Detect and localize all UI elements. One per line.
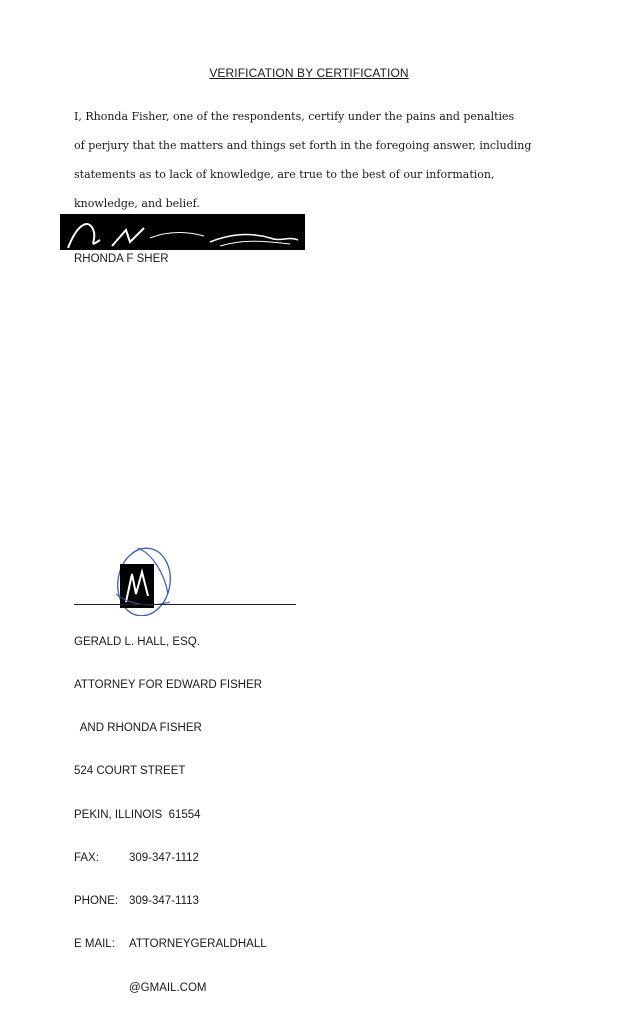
attorney-role-line-2: AND RHONDA FISHER: [74, 722, 202, 735]
email-row-2: [74, 981, 267, 995]
attorney-name: GERALD L. HALL, ESQ.: [74, 635, 200, 648]
fax-number: 309-347-1112: [129, 851, 199, 864]
phone-row: [74, 894, 267, 908]
email-line-2: @GMAIL.COM: [129, 981, 207, 994]
email-label: E MAIL:: [74, 938, 115, 951]
attorney-city: PEKIN, ILLINOIS 61554: [74, 808, 201, 821]
respondent-signature: [60, 212, 305, 252]
attorney-role-line-1: ATTORNEY FOR EDWARD FISHER: [74, 679, 263, 692]
phone-number: 309-347-1113: [129, 895, 199, 908]
signature-line: [74, 604, 296, 605]
phone-label: PHONE:: [74, 895, 119, 908]
respondent-name: RHONDA F SHER: [74, 253, 169, 265]
email-line-1: ATTORNEYGERALDHALL: [129, 938, 267, 951]
document-title: VERIFICATION BY CERTIFICATION: [209, 66, 409, 80]
email-row: [74, 937, 267, 951]
paragraph-line-4: knowledge, and belief.: [74, 197, 200, 210]
fax-label: FAX:: [74, 851, 99, 864]
paragraph-line-2: of perjury that the matters and things set forth in the foregoing answer, including: [74, 139, 532, 152]
paragraph-line-1: I, Rhonda Fisher, one of the respondents, certify under the pains and penalties: [74, 110, 515, 123]
attorney-contact-block: [74, 606, 267, 1024]
paragraph-line-3: statements as to lack of knowledge, are true to the best of our information,: [74, 168, 495, 181]
fax-row: [74, 851, 267, 865]
attorney-street: 524 COURT STREET: [74, 765, 186, 778]
